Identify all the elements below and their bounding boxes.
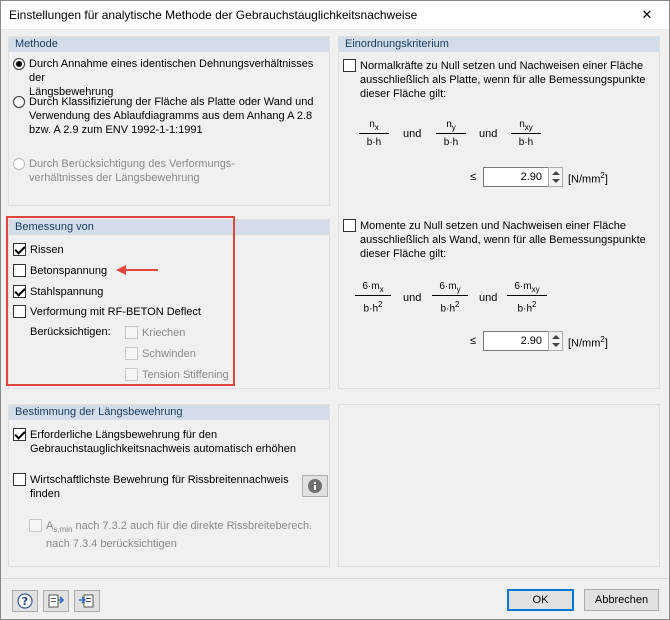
radio-indicator[interactable] [13, 58, 25, 70]
wand-limit-input[interactable]: 2.90 [483, 331, 549, 351]
einordnung-header: Einordnungskriterium [339, 37, 659, 52]
und-label-4: und [479, 292, 498, 304]
fraction-mxy: $6\cdot m_{xy}$ $b\cdot h^2$ [507, 280, 547, 312]
import-button[interactable] [74, 590, 100, 612]
wand-checkbox[interactable] [343, 219, 646, 261]
spin-down-icon[interactable] [552, 343, 560, 347]
spin-up-icon[interactable] [552, 335, 560, 339]
laengs-option-2-checkbox[interactable] [13, 473, 289, 501]
checkbox-box[interactable] [13, 473, 26, 486]
laengs-group [8, 404, 330, 567]
svg-text:?: ? [21, 595, 29, 608]
title-bar [0, 0, 670, 30]
less-equal-symbol-1: ≤ [470, 171, 477, 183]
methode-option-1[interactable] [13, 57, 329, 99]
fraction-nxy: $n_{xy}$ b·h [511, 118, 541, 150]
export-button[interactable] [43, 590, 69, 612]
schwinden-label: Schwinden [142, 348, 196, 360]
info-icon [307, 478, 323, 494]
help-icon [16, 593, 34, 609]
wand-unit: $[N/mm^2]$ [568, 335, 608, 350]
methode-option-1-label: Durch Annahme eines identischen Dehnungsverhältnisses der Längsbewehrung [29, 58, 314, 98]
laengs-option-3-rest: nach 7.3.2 auch für die direkte Rissbreiteberech. [72, 520, 313, 532]
fraction-mx: $6\cdot m_x$ $b\cdot h^2$ [355, 280, 391, 312]
methode-option-3 [13, 157, 235, 185]
stahlspannung-label: Stahlspannung [30, 286, 104, 298]
info-button[interactable] [302, 475, 328, 497]
ok-button[interactable]: OK [507, 589, 574, 611]
laengs-option-3-label [46, 519, 312, 551]
radio-indicator[interactable] [13, 96, 25, 108]
as-min-symbol: A [46, 520, 54, 532]
empty-panel [338, 404, 660, 567]
close-icon[interactable]: ✕ [641, 7, 653, 22]
beruecksichtigen-label: Berücksichtigen: [30, 326, 111, 338]
as-min-subscript: s,min [53, 525, 73, 535]
platte-limit-input[interactable]: 2.90 [483, 167, 549, 187]
footer-divider [0, 578, 670, 579]
checkbox-box[interactable] [13, 428, 26, 441]
platte-limit-spinner[interactable] [548, 167, 563, 187]
kriechen-label: Kriechen [142, 327, 186, 339]
radio-indicator [13, 158, 25, 170]
rissen-label: Rissen [30, 244, 64, 256]
cancel-button[interactable]: Abbrechen [584, 589, 659, 611]
laengs-option-1-checkbox[interactable] [13, 428, 296, 456]
methode-option-2-label: Durch Klassifizierung der Fläche als Platte oder Wand und Verwendung des Ablaufdiagramms aus dem Anhang A 2.8 bzw. A 2.9 zum ENV 1992-1-1:1991 [29, 96, 314, 136]
methode-option-3-label: Durch Berücksichtigung des Verformungs- verhältnisses der Längsbewehrung [29, 158, 236, 184]
methode-option-2[interactable] [13, 95, 314, 137]
spin-down-icon[interactable] [552, 179, 560, 183]
bemessung-header: Bemessung von [9, 220, 329, 235]
checkbox-box [29, 519, 42, 532]
und-label-1: und [403, 128, 422, 140]
methode-group [8, 36, 330, 206]
und-label-2: und [479, 128, 498, 140]
import-settings-icon [78, 593, 96, 609]
export-settings-icon [47, 593, 65, 609]
checkbox-box[interactable] [343, 219, 356, 232]
laengs-option-2-label: Wirtschaftlichste Bewehrung für Rissbreitennachweis finden [30, 474, 289, 500]
laengs-option-3-checkbox [29, 519, 312, 551]
laengs-option-1-label: Erforderliche Längsbewehrung für den Gebrauchstauglichkeitsnachweis automatisch erhöhen [30, 429, 296, 455]
checkbox-box[interactable] [343, 59, 356, 72]
laengs-option-3-line2: nach 7.3.4 berücksichtigen [46, 538, 177, 551]
wand-limit-spinner[interactable] [548, 331, 563, 351]
highlight-frame [6, 216, 235, 386]
laengs-header: Bestimmung der Längsbewehrung [9, 405, 329, 420]
fraction-my: $6\cdot m_y$ $b\cdot h^2$ [432, 280, 468, 312]
less-equal-symbol-2: ≤ [470, 335, 477, 347]
platte-unit: $[N/mm^2]$ [568, 171, 608, 186]
tension-stiffening-label: Tension Stiffening [142, 369, 229, 381]
platte-label: Normalkräfte zu Null setzen und Nachweisen einer Fläche ausschließlich als Platte, wenn für alle Bemessungspunkte dieser Fläche gilt: [360, 60, 646, 100]
betonspannung-label: Betonspannung [30, 265, 108, 277]
help-button[interactable] [12, 590, 38, 612]
spin-up-icon[interactable] [552, 171, 560, 175]
window-title: Einstellungen für analytische Methode der Gebrauchstauglichkeitsnachweise [9, 8, 418, 22]
verformung-label: Verformung mit RF-BETON Deflect [30, 306, 201, 318]
wand-label: Momente zu Null setzen und Nachweisen einer Fläche ausschließlich als Wand, wenn für alle Bemessungspunkte dieser Fläche gilt: [360, 220, 646, 260]
platte-checkbox[interactable] [343, 59, 646, 101]
fraction-ny: $n_y$ b·h [436, 118, 466, 150]
einordnung-group [338, 36, 660, 389]
fraction-nx: $n_x$ b·h [359, 118, 389, 150]
und-label-3: und [403, 292, 422, 304]
methode-header: Methode [9, 37, 329, 52]
arrow-annotation [114, 263, 160, 277]
